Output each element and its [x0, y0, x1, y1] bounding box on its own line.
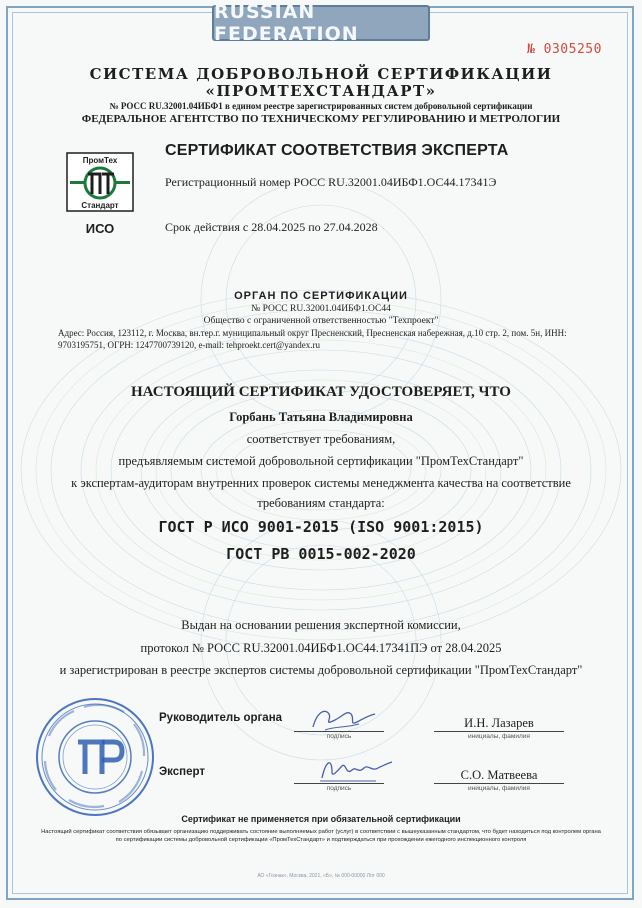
organ-heading: ОРГАН ПО СЕРТИФИКАЦИИ [234, 290, 408, 302]
conformity-line-1: соответствует требованиям, [246, 432, 396, 446]
conformity-line-2: предъявляемым системой добровольной сертификации "ПромТехСтандарт" [118, 454, 524, 468]
head-of-organ-label: Руководитель органа [159, 712, 283, 724]
head-name: И.Н. Лазарев [464, 716, 534, 730]
certificate-title: СЕРТИФИКАТ СООТВЕТСТВИЯ ЭКСПЕРТА [165, 142, 509, 159]
head-signature-caption: подпись [326, 733, 352, 740]
conformity-line-3: к экспертам-аудиторам внутренних проверок системы менеджмента качества на соответствие [71, 476, 571, 490]
official-stamp-icon [34, 696, 156, 818]
printer-imprint: АО «Гознак», Москва, 2021, «Б», № 000-00000 Лот 000 [257, 873, 385, 879]
organ-number: № РОСС RU.32001.04ИБФ1.ОС44 [251, 304, 391, 314]
validity-period: Срок действия с 28.04.2025 по 27.04.2028 [165, 220, 378, 234]
conformity-line-4: требованиям стандарта: [257, 496, 385, 510]
logo-top-text: ПромТех [82, 156, 118, 165]
expert-label: Эксперт [159, 766, 206, 778]
registration-number: Регистрационный номер РОСС RU.32001.04ИБФ1.ОС44.17341Э [165, 175, 497, 189]
issuance-basis: Выдан на основании решения экспертной комиссии, [181, 618, 461, 632]
promtekh-logo-icon [66, 152, 134, 212]
expert-name: Горбань Татьяна Владимировна [229, 410, 413, 424]
standard-1: ГОСТ Р ИСО 9001-2015 (ISO 9001:2015) [158, 518, 484, 536]
system-registry-number: № РОСС RU.32001.04ИБФ1 в едином реестре зарегистрированных систем добровольной сертификации [109, 101, 533, 111]
head-signature-icon [305, 702, 385, 734]
serial-number: № 0305250 [527, 42, 602, 57]
system-name: «ПРОМТЕХСТАНДАРТ» [205, 82, 437, 100]
expert-name-caption: инициалы, фамилия [468, 785, 530, 792]
agency-name: ФЕДЕРАЛЬНОЕ АГЕНТСТВО ПО ТЕХНИЧЕСКОМУ РЕГУЛИРОВАНИЮ И МЕТРОЛОГИИ [81, 113, 561, 125]
certifies-heading: НАСТОЯЩИЙ СЕРТИФИКАТ УДОСТОВЕРЯЕТ, ЧТО [131, 384, 511, 400]
standard-2: ГОСТ РВ 0015-002-2020 [226, 545, 416, 563]
expert-signatory-name: С.О. Матвеева [460, 768, 538, 782]
logo-bottom-text: Стандарт [81, 201, 119, 210]
head-name-caption: инициалы, фамилия [468, 733, 530, 740]
expert-signature-icon [316, 752, 396, 784]
system-title: СИСТЕМА ДОБРОВОЛЬНОЙ СЕРТИФИКАЦИИ [89, 65, 553, 83]
fine-print: Настоящий сертификат соответствия обязывает организацию поддерживать состояние выполняемых работ (услуг) в соответствии с вышеуказанным стандартом, что будет находиться под контролем органа по сертификации системы добровольной сертификации «ПромТехСтандарт» и подтверждаться при прохождении ежегодного инспекционного контроля [41, 829, 601, 843]
expert-signature-caption: подпись [326, 785, 352, 792]
protocol-number: протокол № РОСС RU.32001.04ИБФ1.ОС44.17341ПЭ от 28.04.2025 [140, 641, 502, 655]
expert-signature-line [294, 783, 384, 784]
mandatory-certification-note: Сертификат не применяется при обязательной сертификации [181, 814, 461, 824]
iso-caption: ИСО [85, 221, 115, 236]
head-signature-line [294, 731, 384, 732]
organ-name: Общество с ограниченной ответственностью "Техпроект" [203, 316, 439, 326]
head-name-line [434, 731, 564, 732]
registry-statement: и зарегистрирован в реестре экспертов системы добровольной сертификации "ПромТехСтандарт" [59, 663, 583, 677]
organ-address: Адрес: Россия, 123112, г. Москва, вн.тер.г. муниципальный округ Пресненский, Пресненская набережная, д.10 стр. 2, пом. 5н, ИНН: 9703195751, ОГРН: 1247700739120, e-mail: tehproekt.cert@yandex.ru [58, 328, 567, 350]
expert-name-line [434, 783, 564, 784]
country-banner: RUSSIAN FEDERATION [212, 5, 430, 41]
